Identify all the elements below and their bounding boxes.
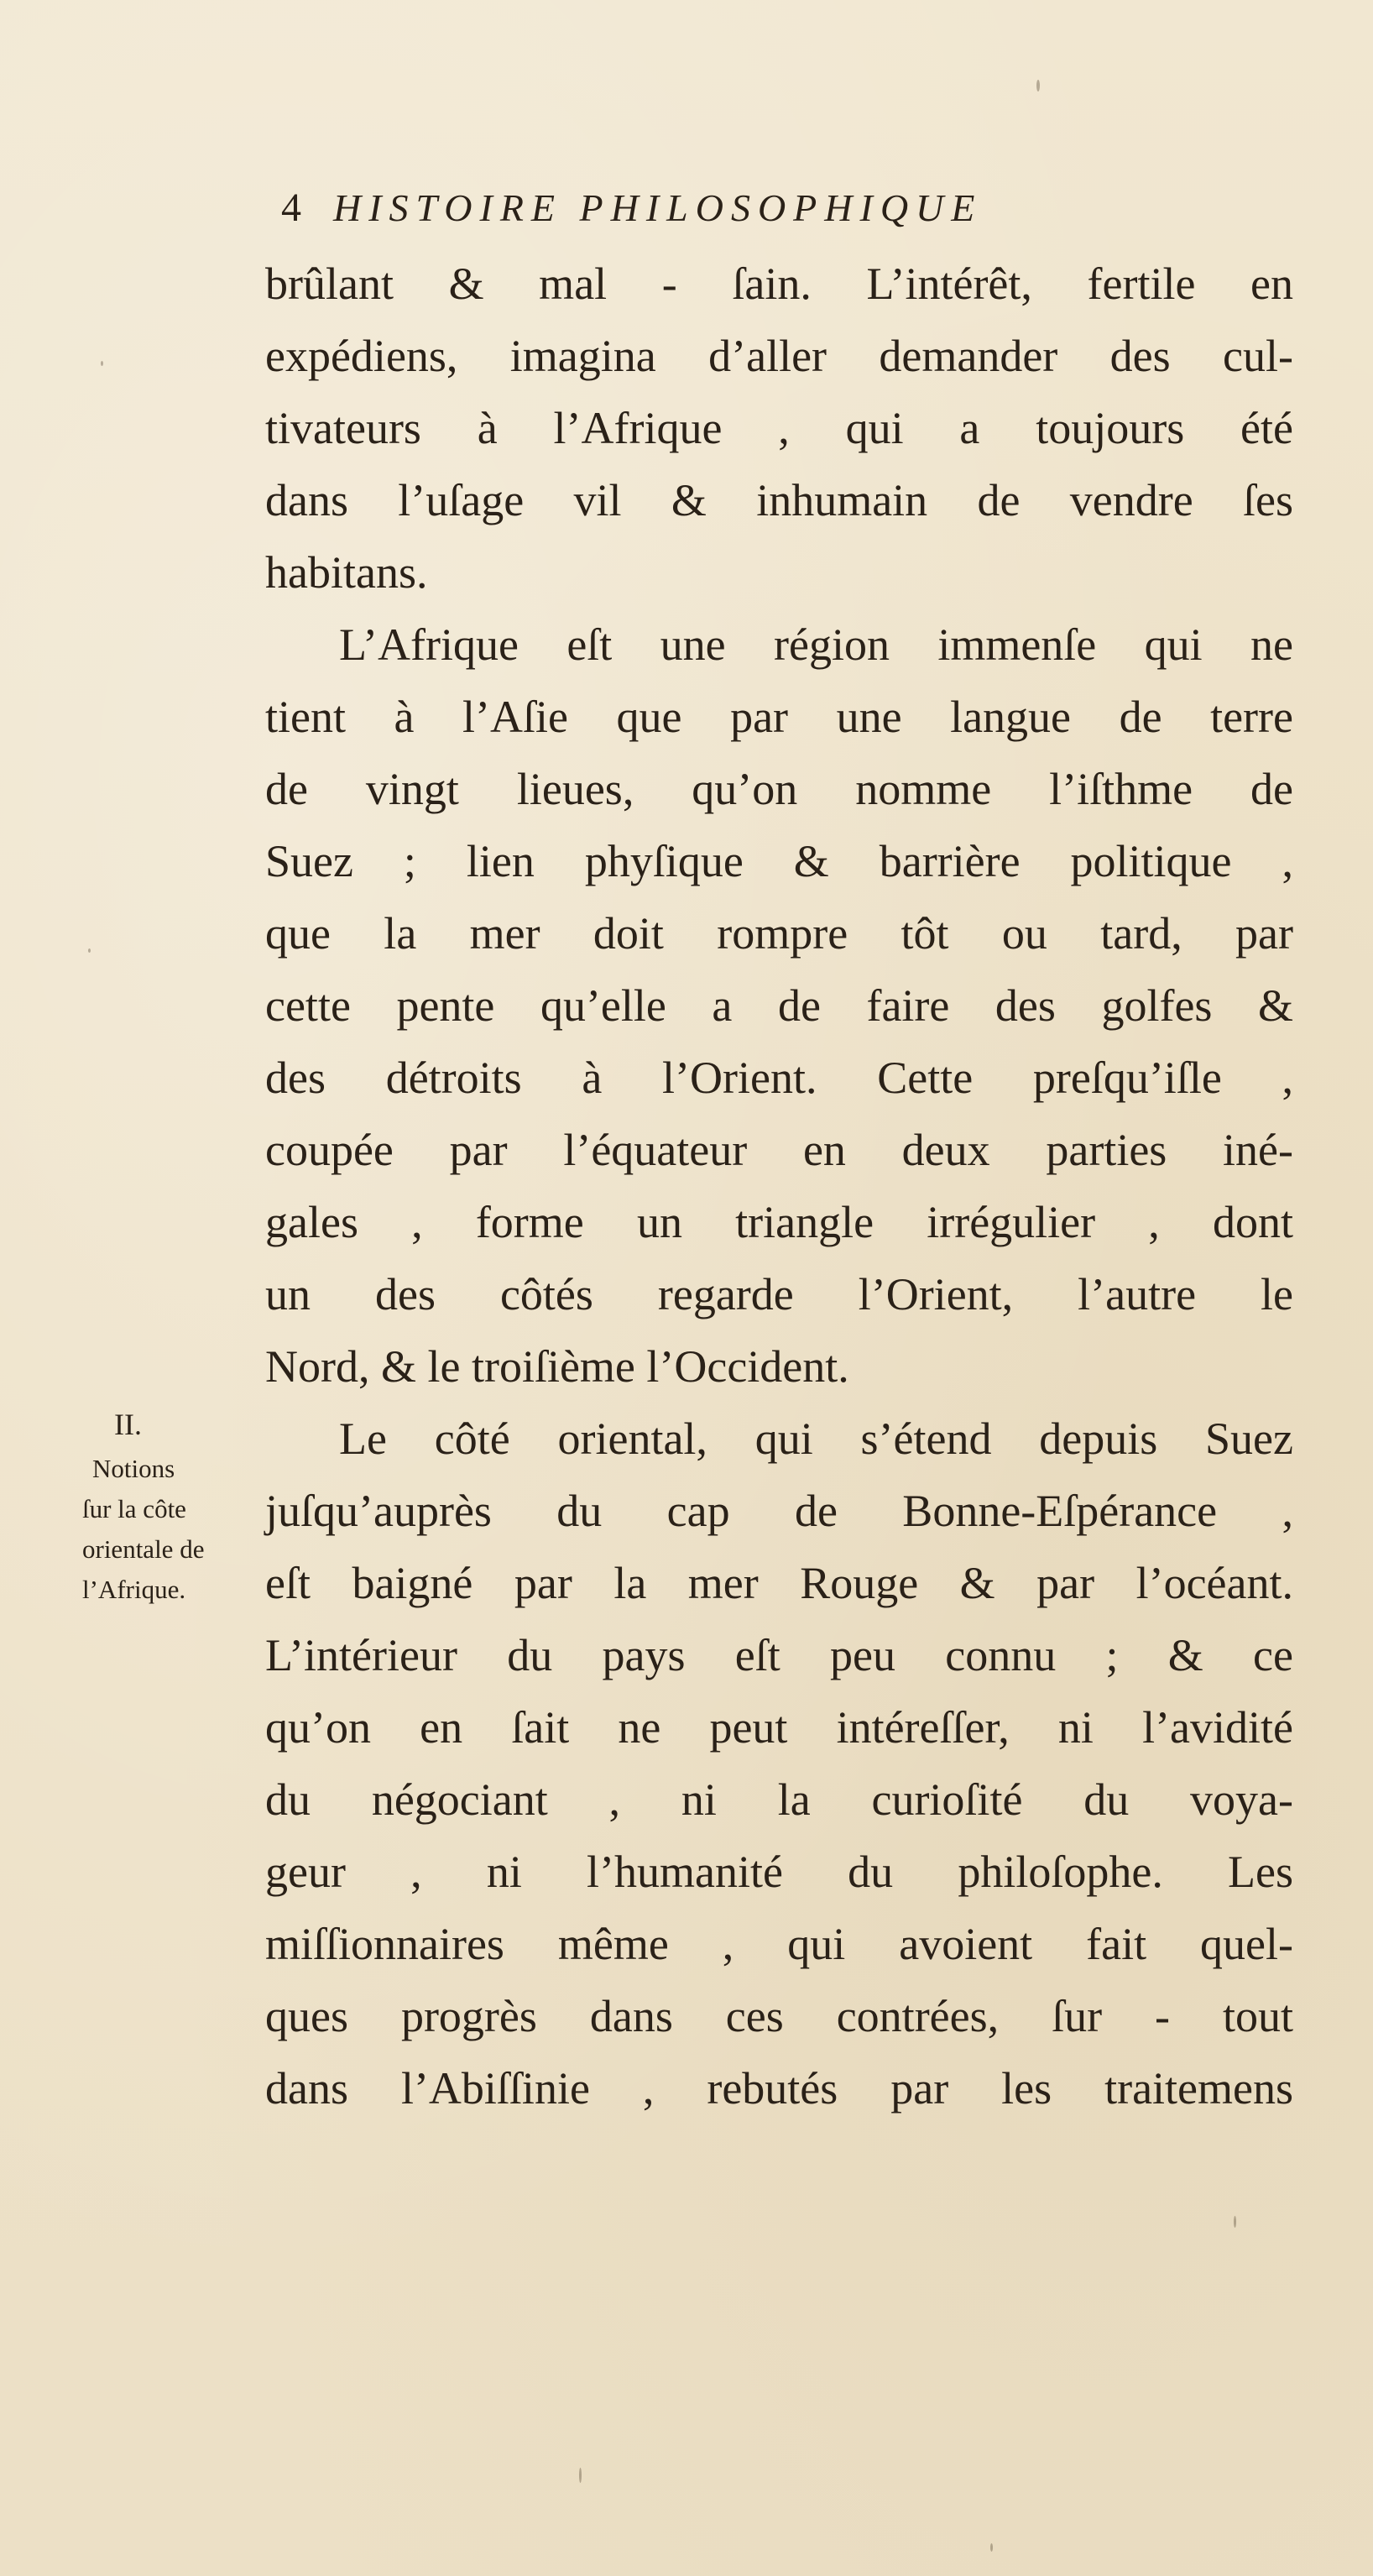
text-line: habitans. xyxy=(265,547,428,598)
paper-speck xyxy=(1234,2216,1236,2228)
text-line: cette pente qu’elle a de faire des golfes & xyxy=(265,980,1293,1031)
margin-note xyxy=(82,1400,258,1610)
text-line: dans l’Abiſſinie , rebutés par les traitemens xyxy=(265,2063,1293,2114)
text-line: eſt baigné par la mer Rouge & par l’océant. xyxy=(265,1558,1293,1608)
margin-note-line: orientale de xyxy=(82,1534,205,1564)
text-line: tivateurs à l’Afrique , qui a toujours été xyxy=(265,403,1293,453)
text-line: L’intérieur du pays eſt peu connu ; & ce xyxy=(265,1630,1293,1680)
margin-note-number: II. xyxy=(114,1408,142,1441)
text-line: dans l’uſage vil & inhumain de vendre ſes xyxy=(265,475,1293,525)
margin-note-line: Notions xyxy=(92,1454,175,1483)
text-line: Le côté oriental, qui s’étend depuis Suez xyxy=(339,1413,1293,1464)
text-line: Suez ; lien phyſique & barrière politique , xyxy=(265,836,1293,886)
paper-speck xyxy=(88,948,91,953)
running-title: HISTOIRE PHILOSOPHIQUE xyxy=(333,186,983,229)
text-line: brûlant & mal - ſain. L’intérêt, fertile en xyxy=(265,259,1293,309)
body-text xyxy=(265,248,1293,2124)
paper-speck xyxy=(990,2543,993,2552)
text-line: coupée par l’équateur en deux parties iné- xyxy=(265,1125,1293,1175)
paper-speck xyxy=(579,2468,582,2483)
text-line: des détroits à l’Orient. Cette preſqu’iſle , xyxy=(265,1053,1293,1103)
text-line: miſſionnaires même , qui avoient fait quel- xyxy=(265,1919,1293,1969)
text-line: ques progrès dans ces contrées, ſur - tout xyxy=(265,1991,1293,2041)
text-line: un des côtés regarde l’Orient, l’autre le xyxy=(265,1269,1293,1319)
text-line: de vingt lieues, qu’on nomme l’iſthme de xyxy=(265,764,1293,814)
paper-speck xyxy=(101,361,103,366)
margin-note-line: ſur la côte xyxy=(82,1494,186,1523)
text-line: du négociant , ni la curioſité du voya- xyxy=(265,1774,1293,1825)
text-line: L’Afrique eſt une région immenſe qui ne xyxy=(339,619,1293,670)
text-line: juſqu’auprès du cap de Bonne-Eſpérance , xyxy=(265,1486,1293,1536)
text-line: tient à l’Aſie que par une langue de terre xyxy=(265,692,1293,742)
page-number: 4 xyxy=(281,185,301,230)
text-line: expédiens, imagina d’aller demander des cul- xyxy=(265,331,1293,381)
paper-speck xyxy=(1036,80,1040,91)
running-head xyxy=(281,185,1297,243)
text-line: geur , ni l’humanité du philoſophe. Les xyxy=(265,1847,1293,1897)
text-line: qu’on en ſait ne peut intéreſſer, ni l’avidité xyxy=(265,1702,1293,1753)
text-line: Nord, & le troiſième l’Occident. xyxy=(265,1341,849,1392)
text-line: que la mer doit rompre tôt ou tard, par xyxy=(265,908,1293,959)
text-line: gales , forme un triangle irrégulier , dont xyxy=(265,1197,1293,1247)
margin-note-line: l’Afrique. xyxy=(82,1575,186,1604)
